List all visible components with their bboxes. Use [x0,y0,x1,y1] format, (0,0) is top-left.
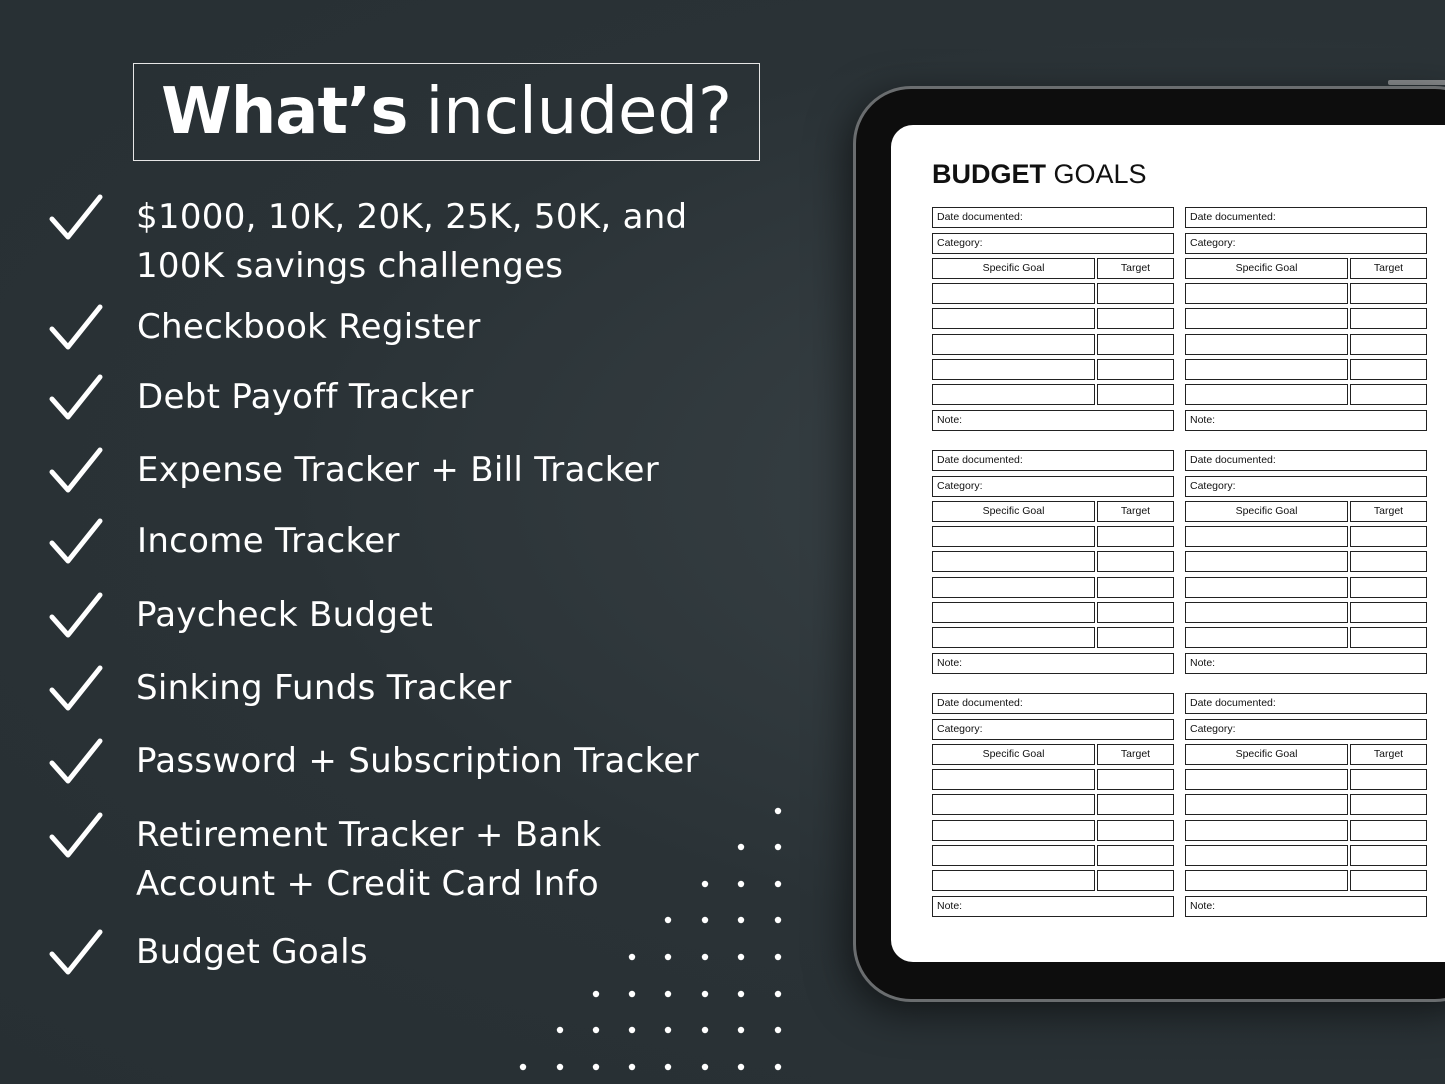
worksheet-title-light: GOALS [1053,159,1147,189]
dot [702,991,708,997]
dot [665,991,671,997]
checklist-item-label: Budget Goals [136,932,368,972]
target-cell[interactable] [1097,870,1174,891]
target-cell[interactable] [1097,602,1174,623]
note-field[interactable]: Note: [1185,896,1427,917]
title-light: included? [425,75,732,149]
target-cell[interactable] [1097,794,1174,815]
dot [629,1027,635,1033]
target-cell[interactable] [1350,602,1427,623]
goal-cell[interactable] [1185,794,1348,815]
dot [557,1064,563,1070]
date-field[interactable]: Date documented: [1185,693,1427,714]
goal-cell[interactable] [932,308,1095,329]
dot [775,954,781,960]
checklist-item-label: Password + Subscription Tracker [136,741,699,781]
checklist-item-label: Paycheck Budget [136,595,434,635]
target-header: Target [1097,501,1174,522]
dot [775,881,781,887]
dot [738,917,744,923]
target-header: Target [1350,258,1427,279]
page-title [133,63,760,161]
target-cell[interactable] [1097,283,1174,304]
goal-cell[interactable] [1185,577,1348,598]
checklist-item-label: Debt Payoff Tracker [137,377,474,417]
checklist-item-label: Income Tracker [137,521,400,561]
dot [702,954,708,960]
goal-cell[interactable] [932,602,1095,623]
target-cell[interactable] [1097,334,1174,355]
checkmark-icon [48,664,104,716]
goal-cell[interactable] [932,870,1095,891]
checkmark-icon [48,928,104,980]
goal-header: Specific Goal [1185,744,1348,765]
checklist-item-label: $1000, 10K, 20K, 25K, 50K, and [136,197,688,237]
target-cell[interactable] [1350,820,1427,841]
dot [738,991,744,997]
target-cell[interactable] [1350,845,1427,866]
tablet-button [1388,80,1445,85]
goal-cell[interactable] [1185,602,1348,623]
goal-cell[interactable] [1185,845,1348,866]
goal-cell[interactable] [932,769,1095,790]
target-cell[interactable] [1097,845,1174,866]
target-cell[interactable] [1350,870,1427,891]
dot [520,1064,526,1070]
target-cell[interactable] [1350,627,1427,648]
checkmark-icon [48,303,104,355]
target-cell[interactable] [1097,526,1174,547]
dot [775,917,781,923]
checkmark-icon [48,373,104,425]
target-cell[interactable] [1350,577,1427,598]
dot [629,1064,635,1070]
target-cell[interactable] [1350,308,1427,329]
dot [775,808,781,814]
goal-cell[interactable] [932,820,1095,841]
dot [738,954,744,960]
note-field[interactable]: Note: [932,896,1174,917]
target-header: Target [1350,501,1427,522]
goal-cell[interactable] [1185,820,1348,841]
goal-cell[interactable] [932,359,1095,380]
goal-cell[interactable] [932,283,1095,304]
goal-cell[interactable] [1185,769,1348,790]
category-field[interactable]: Category: [932,719,1174,740]
target-cell[interactable] [1350,769,1427,790]
dot [593,1064,599,1070]
dot [738,1064,744,1070]
target-header: Target [1097,744,1174,765]
dot [593,1027,599,1033]
target-cell[interactable] [1097,551,1174,572]
dot [665,1064,671,1070]
worksheet-title-bold: BUDGET [932,159,1046,189]
dot [738,1027,744,1033]
target-cell[interactable] [1097,308,1174,329]
dot [665,954,671,960]
dot [629,991,635,997]
goal-cell[interactable] [932,794,1095,815]
note-field[interactable]: Note: [1185,653,1427,674]
goal-cell[interactable] [932,577,1095,598]
target-cell[interactable] [1350,334,1427,355]
dot [665,917,671,923]
category-field[interactable]: Category: [1185,719,1427,740]
checklist-item-label-line2: 100K savings challenges [136,246,564,286]
checkmark-icon [48,591,104,643]
target-cell[interactable] [1097,359,1174,380]
dot [702,1064,708,1070]
target-cell[interactable] [1350,384,1427,405]
checklist-item-label: Sinking Funds Tracker [136,668,512,708]
goal-cell[interactable] [932,551,1095,572]
target-header: Target [1350,744,1427,765]
tablet-screen [891,125,1445,962]
worksheet-title [932,159,1147,190]
date-field[interactable]: Date documented: [932,207,1174,228]
goal-cell[interactable] [1185,384,1348,405]
date-field[interactable]: Date documented: [932,693,1174,714]
dot [702,1027,708,1033]
target-cell[interactable] [1350,551,1427,572]
checkmark-icon [48,811,104,863]
checklist-item-label: Checkbook Register [137,307,481,347]
checklist-item-label: Retirement Tracker + Bank [136,815,602,855]
goal-cell[interactable] [1185,627,1348,648]
goal-header: Specific Goal [932,501,1095,522]
goal-header: Specific Goal [1185,501,1348,522]
dot [738,881,744,887]
category-field[interactable]: Category: [932,476,1174,497]
goal-cell[interactable] [932,845,1095,866]
target-cell[interactable] [1350,359,1427,380]
checkmark-icon [48,517,104,569]
goal-cell[interactable] [1185,870,1348,891]
goal-cell[interactable] [932,384,1095,405]
goal-cell[interactable] [1185,334,1348,355]
note-field[interactable]: Note: [932,410,1174,431]
category-field[interactable]: Category: [932,233,1174,254]
target-header: Target [1097,258,1174,279]
title-bold: What’s [161,75,408,149]
dot [702,881,708,887]
target-cell[interactable] [1350,526,1427,547]
goal-cell[interactable] [1185,526,1348,547]
goal-cell[interactable] [932,627,1095,648]
goal-cell[interactable] [932,334,1095,355]
goal-cell[interactable] [932,526,1095,547]
dot [738,844,744,850]
date-field[interactable]: Date documented: [932,450,1174,471]
target-cell[interactable] [1350,283,1427,304]
dot [557,1027,563,1033]
dot [665,1027,671,1033]
goal-cell[interactable] [1185,359,1348,380]
target-cell[interactable] [1097,577,1174,598]
target-cell[interactable] [1097,384,1174,405]
checkmark-icon [48,737,104,789]
target-cell[interactable] [1097,769,1174,790]
target-cell[interactable] [1350,794,1427,815]
target-cell[interactable] [1097,627,1174,648]
goal-cell[interactable] [1185,551,1348,572]
checklist-item-label: Expense Tracker + Bill Tracker [137,450,659,490]
target-cell[interactable] [1097,820,1174,841]
dot [702,917,708,923]
goal-header: Specific Goal [1185,258,1348,279]
dot [629,954,635,960]
note-field[interactable]: Note: [932,653,1174,674]
checklist-item-label-line2: Account + Credit Card Info [136,864,599,904]
dot [775,1064,781,1070]
goal-cell[interactable] [1185,308,1348,329]
date-field[interactable]: Date documented: [1185,207,1427,228]
date-field[interactable]: Date documented: [1185,450,1427,471]
category-field[interactable]: Category: [1185,233,1427,254]
dot [593,991,599,997]
goal-header: Specific Goal [932,744,1095,765]
checkmark-icon [48,446,104,498]
dot [775,991,781,997]
checkmark-icon [48,193,104,245]
dot [775,1027,781,1033]
goal-header: Specific Goal [932,258,1095,279]
category-field[interactable]: Category: [1185,476,1427,497]
note-field[interactable]: Note: [1185,410,1427,431]
dot-pattern-decoration [500,790,800,1084]
goal-cell[interactable] [1185,283,1348,304]
dot [775,844,781,850]
